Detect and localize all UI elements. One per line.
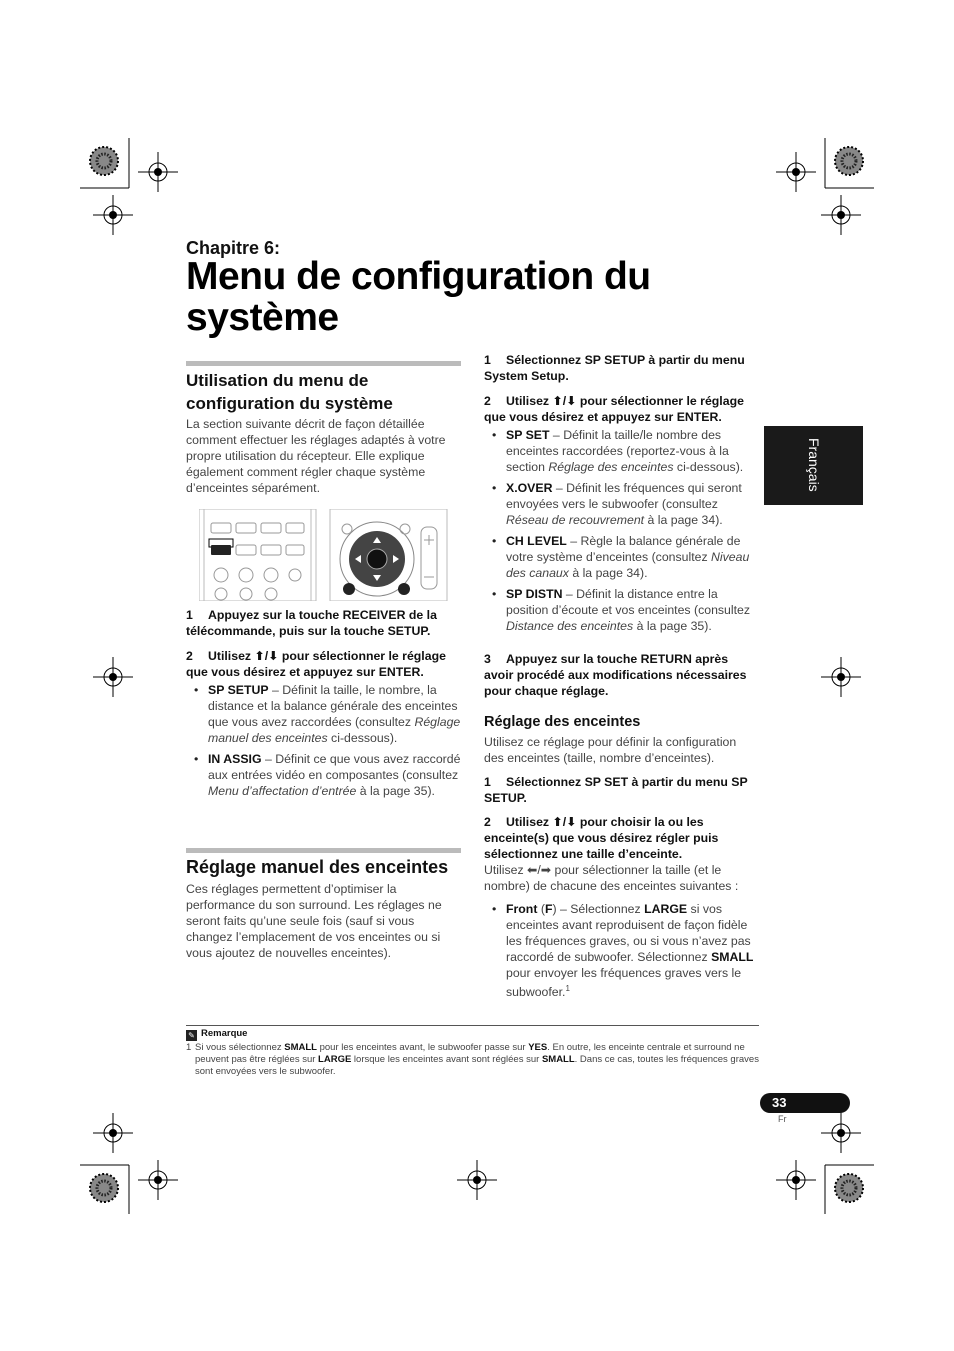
subsection-heading: Réglage des enceintes [484,714,641,730]
step-text: Utilisez ⬆/⬇ pour sélectionner le réglage que vous désirez et appuyez sur ENTER. [186,649,446,679]
option-list [484,427,759,639]
footnote-number: 1 [186,1042,192,1053]
list-item: • CH LEVEL – Règle la balance générale de votre système d’enceintes (consultez Niveau des canaux à la page 34). [506,533,759,581]
footnote: ✎ Remarque 1 Si vous sélectionnez SMALL pour les enceintes avant, le subwoofer passe sur YES. En outre, les enceinte centrale et surround ne peuvent pas être réglées sur LARGE lorsque les enceintes avant sont réglées sur SMALL. Dans ce cas, toutes les fréquences graves sont envoyées vers le subwoofer. [186,1028,759,1077]
section-rule [186,361,461,366]
page-number: 33 [772,1095,787,1110]
step-text: Appuyez sur la touche RETURN après avoir procédé aux modifications nécessaires pour chaque réglage. [484,652,747,698]
step-number: 2 [186,649,193,663]
step-number: 1 [186,608,193,622]
step-number: 1 [484,353,491,367]
section-rule [186,848,461,853]
page-number-badge [760,1093,850,1113]
footnote-rule [186,1025,759,1026]
step-text: Appuyez sur la touche RECEIVER de la télécommande, puis sur la touche SETUP. [186,608,437,638]
step-text: Utilisez ⬆/⬇ pour choisir la ou les enceinte(s) que vous désirez régler puis sélectionnez une taille d’enceinte. [484,815,719,861]
note-icon: ✎ [186,1030,197,1041]
option-list [484,901,759,1005]
footnote-ref[interactable]: 1 [565,984,570,993]
step-3 [484,651,759,699]
section-paragraph: La section suivante décrit de façon détaillée comment effectuer les réglages adaptés à votre propre utilisation du récepteur. Elle explique également comment régler chaque système d’enceintes séparément. [186,417,446,495]
step-1 [484,352,759,384]
language-tab [764,426,863,505]
list-item: • SP SETUP – Définit la taille, le nombre, la distance et la balance générale des enceintes que vous avez raccordées (consultez Réglage manuel des enceintes ci-dessous). [208,682,461,746]
page-language: Fr [778,1114,787,1124]
step-text: Sélectionnez SP SET à partir du menu SP SETUP. [484,775,748,805]
step-number: 1 [484,775,491,789]
section-paragraph: Ces réglages permettent d’optimiser la performance du son surround. Les réglages ne seront faits qu’une seule fois (sauf si vous changez l’emplacement de vos enceintes ou si vous ajoutez de nouvelles enceintes). [186,882,442,960]
note-title: Remarque [201,1028,248,1039]
option-list [186,682,461,804]
step-number: 3 [484,652,491,666]
list-item: • Front (F) – Sélectionnez LARGE si vos enceintes avant reproduisent de façon fidèle les fréquences graves, ou si vous n’avez pas raccordé de subwoofer. Sélectionnez SMALL pour envoyer les fréquences graves vers le subwoofer.$^1$ [506,901,759,1000]
list-item: • X.OVER – Définit les fréquences qui seront envoyées vers le subwoofer (consultez Réseau de recouvrement à la page 34). [506,480,759,528]
step-2 [484,393,759,425]
step-1 [484,774,759,806]
language-tab-label: Français [806,438,822,492]
step-2 [186,648,461,680]
section-heading: Utilisation du menu de configuration du système [186,371,393,413]
step-number: 2 [484,815,491,829]
step-text: Utilisez ⬆/⬇ pour sélectionner le réglage que vous désirez et appuyez sur ENTER. [484,394,744,424]
step-text: Sélectionnez SP SETUP à partir du menu System Setup. [484,353,745,383]
step-1 [186,607,461,639]
remote-control-illustration [199,509,459,601]
list-item: • IN ASSIG – Définit ce que vous avez raccordé aux entrées vidéo en composantes (consultez Menu d’affectation d’entrée à la page 35). [208,751,461,799]
list-item: • SP SET – Définit la taille/le nombre des enceintes raccordées (reportez-vous à la section Réglage des enceintes ci-dessous). [506,427,759,475]
page-title: Menu de configuration du système [186,255,651,339]
section-heading: Réglage manuel des enceintes [186,857,449,877]
subsection-paragraph: Utilisez ce réglage pour définir la configuration des enceintes (taille, nombre d’enceintes). [484,735,737,765]
step-2 [484,814,759,862]
step-paragraph: Utilisez ⬅/➡ pour sélectionner la taille (et le nombre) de chacune des enceintes suivantes : [484,863,739,893]
list-item: • SP DISTN – Définit la distance entre la position d’écoute et vos enceintes (consultez Distance des enceintes à la page 35). [506,586,759,634]
step-number: 2 [484,394,491,408]
chapter-label: Chapitre 6: [186,238,281,258]
